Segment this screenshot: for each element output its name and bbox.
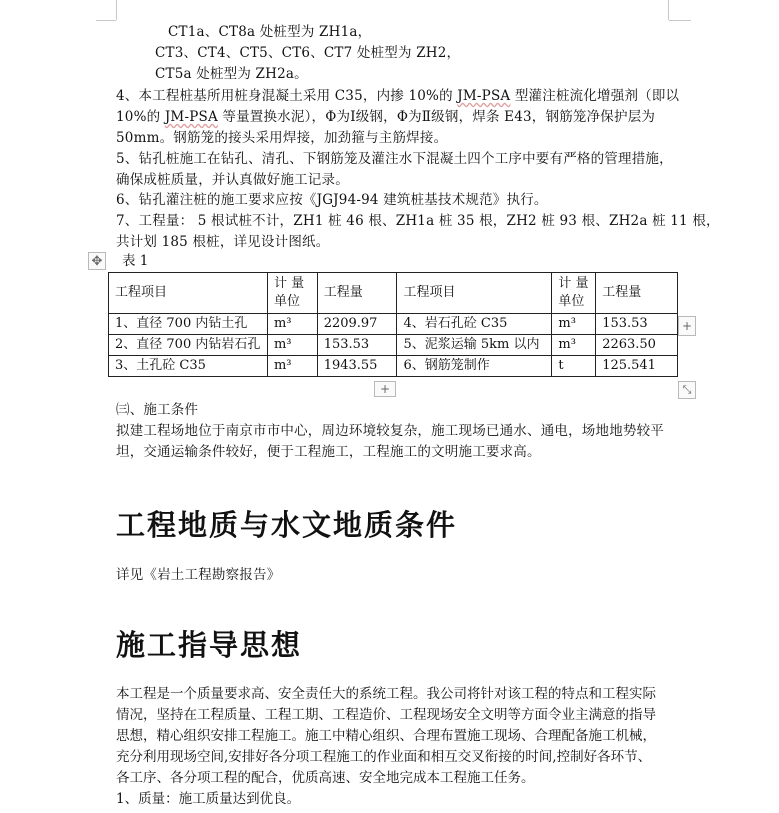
table-cell[interactable]: 2、直径 700 内钻岩石孔 [109, 335, 268, 356]
table-row [109, 356, 678, 377]
pile-type-line-3: CT5a 处桩型为 ZH2a。 [155, 66, 308, 82]
table-cell[interactable]: 153.53 [596, 314, 678, 335]
guidance-line-4: 充分利用现场空间,安排好各分项工程施工的作业面和相互交叉衔接的时间,控制好各环节、 [116, 749, 652, 765]
table-cell[interactable]: 153.53 [317, 335, 397, 356]
conditions-line-2: 坦，交通运输条件较好，便于工程施工，工程施工的文明施工要求高。 [116, 444, 541, 460]
guidance-line-5: 各工序、各分项工程的配合，优质高速、安全地完成本工程施工任务。 [116, 770, 535, 786]
header-qty-2[interactable]: 工程量 [596, 273, 678, 314]
add-row-button[interactable]: + [374, 381, 396, 397]
table-cell[interactable]: m³ [552, 335, 596, 356]
header-item-2[interactable]: 工程项目 [397, 273, 552, 314]
header-unit-1[interactable]: 计 量 单位 [267, 273, 317, 314]
table-cell[interactable]: 1、直径 700 内钻土孔 [109, 314, 268, 335]
table-cell[interactable]: t [552, 356, 596, 377]
table-cell[interactable]: m³ [267, 335, 317, 356]
guidance-line-1: 本工程是一个质量要求高、安全责任大的系统工程。我公司将针对该工程的特点和工程实际 [116, 686, 656, 702]
geology-text: 详见《岩土工程勘察报告》 [116, 567, 281, 583]
item4-line-2 [116, 107, 655, 127]
guidance-line-2: 情况，坚持在工程质量、工程工期、工程造价、工程现场安全文明等方面令业主满意的指导 [116, 707, 656, 723]
table-cell[interactable]: m³ [267, 356, 317, 377]
item7-line-1: 7、工程量： 5 根试桩不计，ZH1 桩 46 根、ZH1a 桩 35 根，ZH2 桩 93 根、ZH2a 桩 11 根， [116, 213, 720, 229]
table-row [109, 335, 678, 356]
table-cell[interactable]: m³ [267, 314, 317, 335]
add-column-button[interactable]: + [678, 316, 696, 336]
table-header-row [109, 273, 678, 314]
item4-text-d: 10%的 [116, 109, 165, 125]
conditions-title: ㈢、施工条件 [116, 402, 199, 418]
table-cell[interactable]: m³ [552, 314, 596, 335]
table-cell[interactable]: 5、泥浆运输 5km 以内 [397, 335, 552, 356]
pile-type-line-2: CT3、CT4、CT5、CT6、CT7 处桩型为 ZH2， [155, 45, 461, 61]
item4-jm-psa-1: JM-PSA [457, 88, 511, 104]
guidance-heading: 施工指导思想 [116, 628, 303, 662]
conditions-line-1: 拟建工程场地位于南京市市中心，周边环境较复杂，施工现场已通水、通电，场地地势较平 [116, 423, 664, 439]
crop-mark-top-right [668, 0, 669, 20]
guidance-line-3: 思想，精心组织安排工程施工。施工中精心组织、合理布置施工现场、合理配备施工机械， [116, 728, 656, 744]
guidance-paragraph [116, 684, 676, 810]
item4-line-1 [116, 86, 679, 106]
table-cell[interactable]: 3、土孔砼 C35 [109, 356, 268, 377]
table-cell[interactable]: 2209.97 [317, 314, 397, 335]
crop-mark-top-left [116, 0, 117, 20]
table-cell[interactable]: 4、岩石孔砼 C35 [397, 314, 552, 335]
guidance-line-6: 1、质量：施工质量达到优良。 [116, 791, 301, 807]
item4-text-e: 等量置换水泥），Φ为Ⅰ级钢，Φ为Ⅱ级钢，焊条 E43，钢筋笼净保护层为 [217, 109, 656, 125]
header-qty-1[interactable]: 工程量 [317, 273, 397, 314]
item5-line-1: 5、钻孔桩施工在钻孔、清孔、下钢筋笼及灌注水下混凝土四个工序中要有严格的管理措施， [116, 151, 673, 167]
item5-line-2: 确保成桩质量，并认真做好施工记录。 [116, 172, 349, 188]
item6-line: 6、钻孔灌注桩的施工要求应按《JGJ94-94 建筑桩基技术规范》执行。 [116, 192, 548, 208]
table-cell[interactable]: 2263.50 [596, 335, 678, 356]
item4-jm-psa-2: JM-PSA [164, 109, 218, 125]
header-item-1[interactable]: 工程项目 [109, 273, 268, 314]
table-caption: 表 1 [122, 253, 149, 269]
table-row [109, 314, 678, 335]
crop-mark-top-left-h [96, 20, 116, 21]
table-move-handle-icon[interactable]: ✥ [88, 252, 106, 270]
item7-line-2: 共计划 185 根桩，详见设计图纸。 [116, 234, 330, 250]
quantity-table [108, 272, 678, 377]
pile-type-line-1: CT1a、CT8a 处桩型为 ZH1a， [168, 24, 372, 40]
item4-text-a: 4、本工程桩基所用桩身混凝土采用 C35，内掺 10%的 [116, 88, 458, 104]
header-unit-2[interactable]: 计 量 单位 [552, 273, 596, 314]
item4-text-c: 型灌注桩流化增强剂（即以 [510, 88, 680, 104]
table-cell[interactable]: 1943.55 [317, 356, 397, 377]
item4-line-3: 50mm。钢筋笼的接头采用焊接，加劲箍与主筋焊接。 [116, 130, 448, 146]
table-cell[interactable]: 6、钢筋笼制作 [397, 356, 552, 377]
crop-mark-top-right-h [669, 20, 691, 21]
table-resize-icon[interactable]: ⤡ [678, 381, 696, 399]
geology-heading: 工程地质与水文地质条件 [116, 508, 458, 542]
table-cell[interactable]: 125.541 [596, 356, 678, 377]
